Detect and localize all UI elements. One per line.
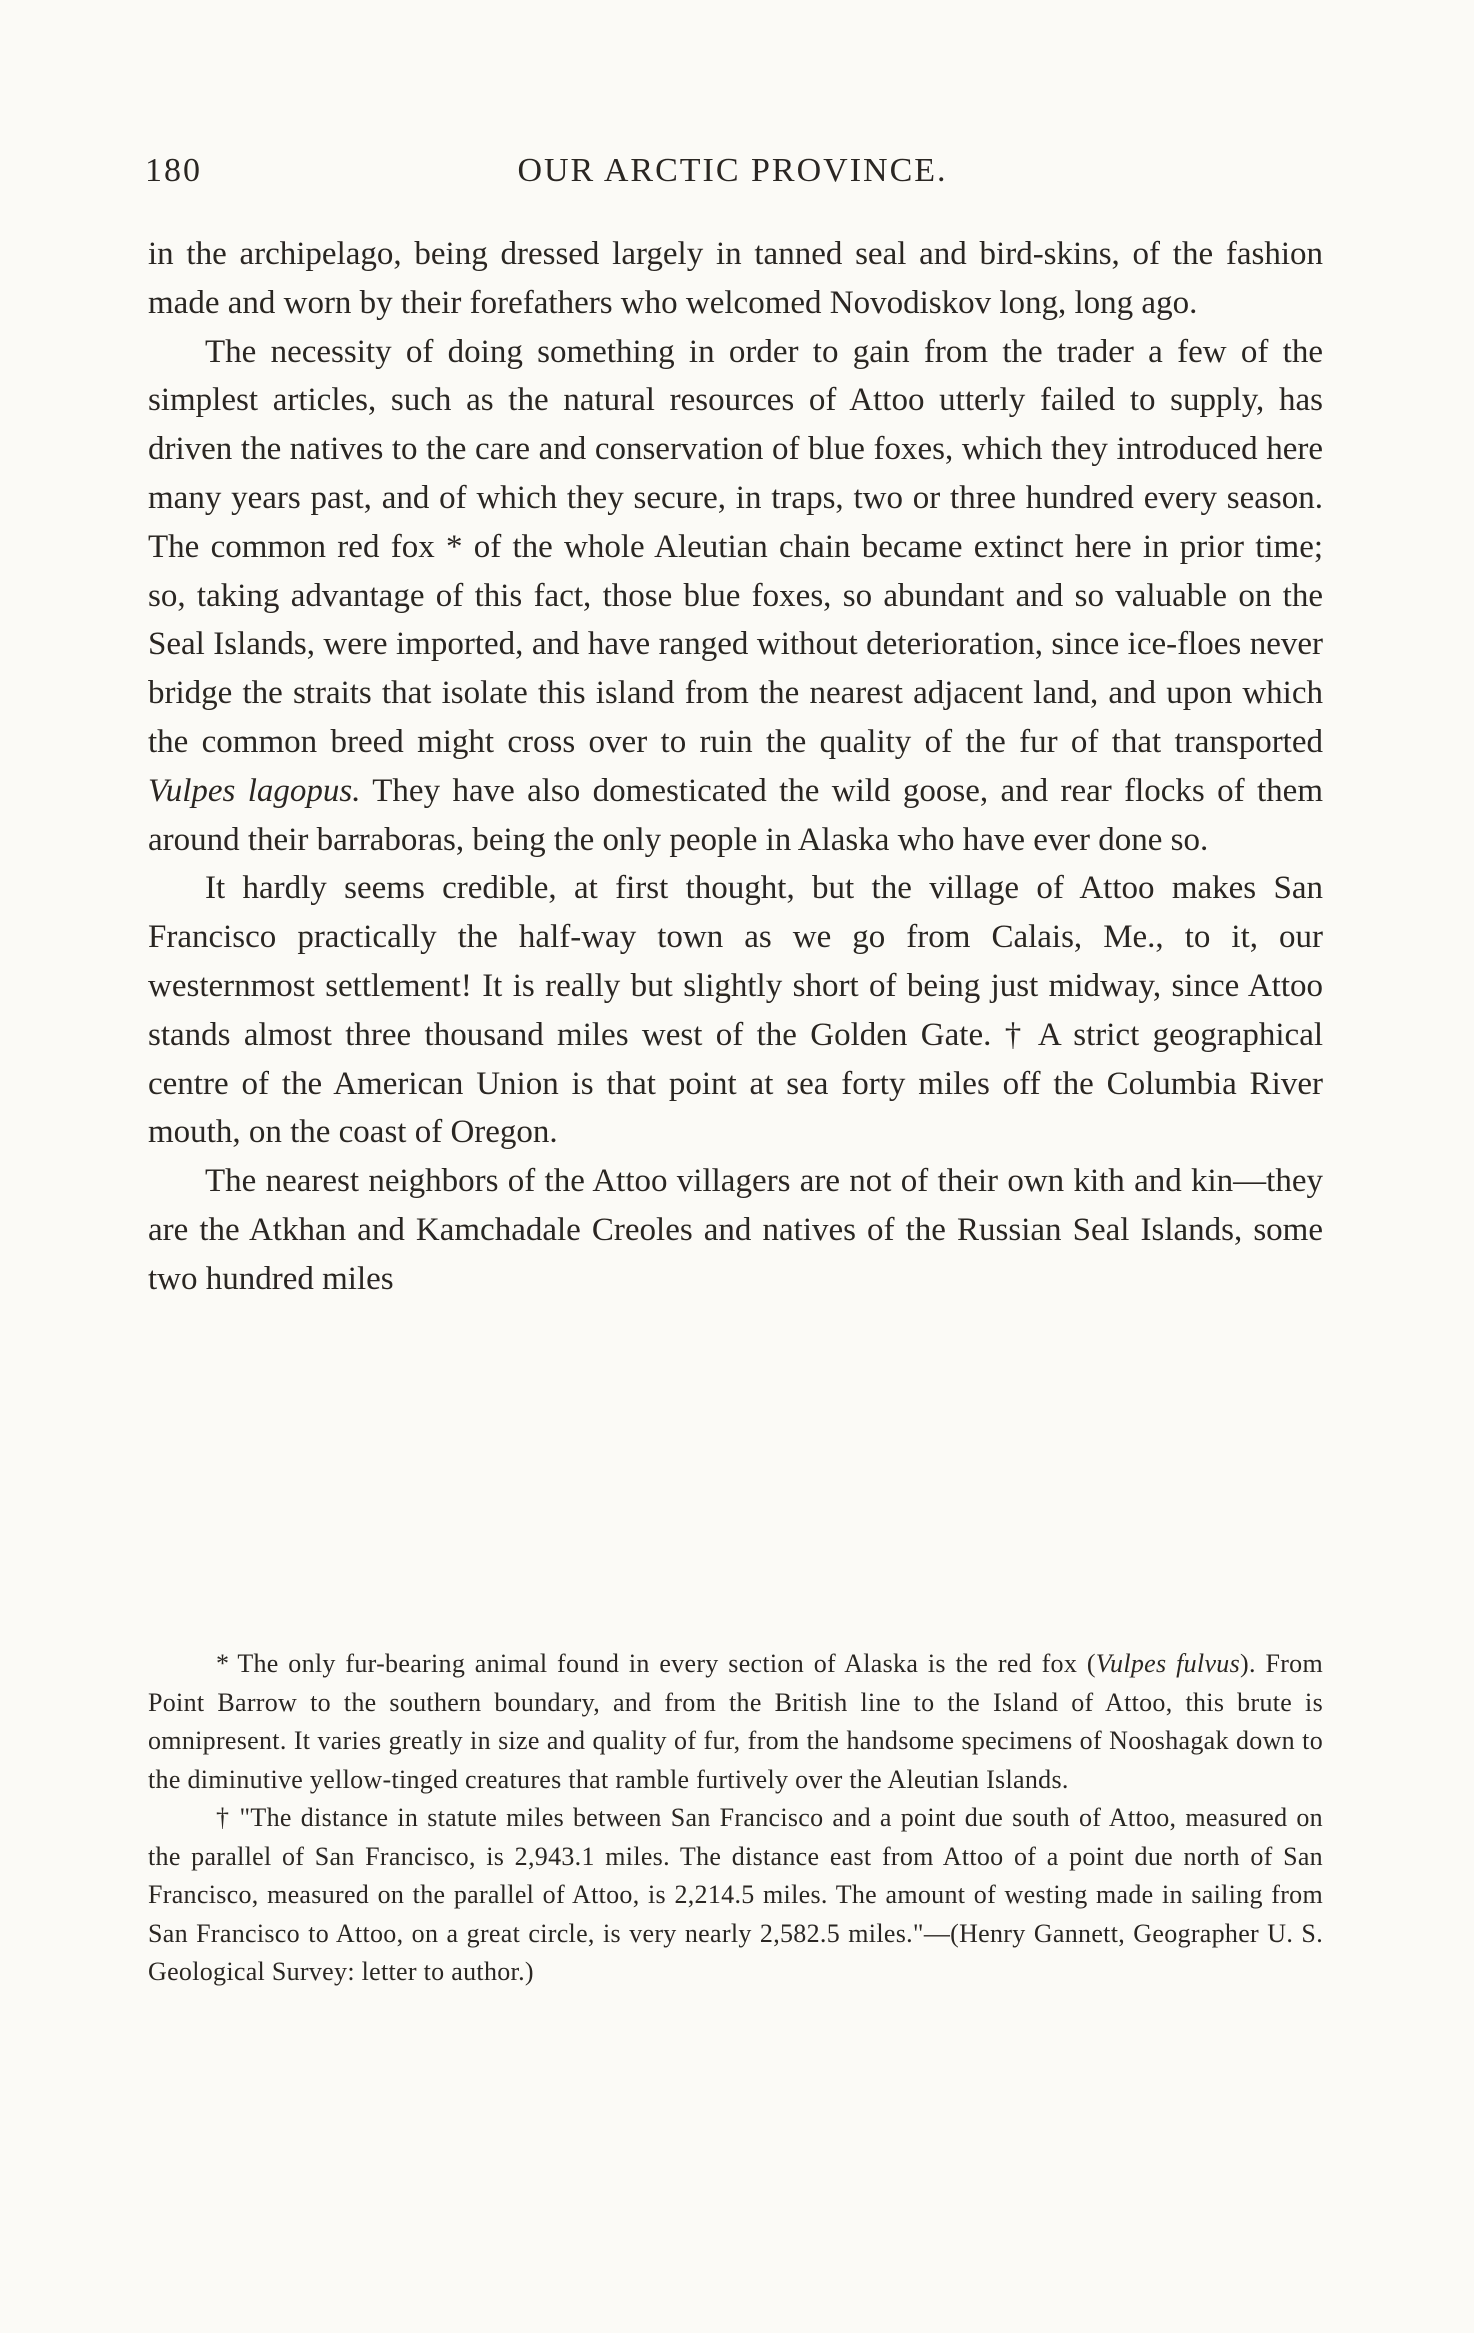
footnote-ref-dagger: †	[1004, 1016, 1027, 1053]
body-text	[148, 230, 1323, 1304]
paragraph-text: of the whole Aleutian chain became extinct here in prior time; so, taking advantage of this fact, those blue foxes, so abundant and so valuable on the Seal Islands, were imported, and have ranged without deterioration, since ice-floes never bridge the straits that isolate this island from the nearest adjacent land, and upon which the common breed might cross over to ruin the quality of the fur of that transported	[148, 528, 1324, 760]
paragraph-blue-foxes	[148, 328, 1323, 865]
paragraph-neighbors	[148, 1157, 1323, 1303]
paragraph-text: They have also domesticated the wild goose, and rear flocks of them around their barraboras, being the only people in Alaska who have ever done so.	[148, 772, 1323, 858]
footnote-mark: *	[216, 1649, 230, 1678]
footnote-text: ). From Point Barrow to the southern boundary, and from the British line to the Island of Attoo, this brute is omnipresent. It varies greatly in size and quality of fur, from the handsome specimens of Nooshagak down to the diminutive yellow-tinged creatures that ramble furtively over the Aleutian Islands.	[148, 1649, 1323, 1794]
paragraph-text: The necessity of doing something in order to gain from the trader a few of the simplest articles, such as the natural resources of Attoo utterly failed to supply, has driven the natives to the care and conservation of blue foxes, which they introduced here many years past, and of which they secure, in traps, two or three hundred every season. The common red fox	[148, 333, 1323, 565]
italic-species-name: Vulpes lagopus.	[148, 772, 361, 809]
paragraph-continued	[148, 230, 1323, 328]
footnote-ref-asterisk: *	[445, 528, 463, 565]
running-title: OUR ARCTIC PROVINCE.	[517, 152, 948, 189]
footnote-dagger	[148, 1799, 1323, 1992]
paragraph-text: It hardly seems credible, at first thought, but the village of Attoo makes San Francisco practically the half-way town as we go from Calais, Me., to it, our westernmost settlement! It is really but slightly short of being just midway, since Attoo stands almost three thousand miles west of the Golden Gate.	[148, 870, 1323, 1053]
footnote-mark: †	[216, 1803, 232, 1832]
footnote-text: The only fur-bearing animal found in every section of Alaska is the red fox (	[237, 1649, 1096, 1678]
page-number: 180	[145, 152, 202, 189]
footnote-text: "The distance in statute miles between San Francisco and a point due south of Attoo, measured on the parallel of San Francisco, is 2,943.1 miles. The distance east from Attoo of a point due north of San Francisco, measured on the parallel of Attoo, is 2,214.5 miles. The amount of westing made in sailing from San Francisco to Attoo, on a great circle, is very nearly 2,582.5 miles."—(Henry Gannett, Geographer U. S. Geological Survey: letter to author.)	[148, 1803, 1323, 1986]
paragraph-halfway-town	[148, 864, 1323, 1157]
paragraph-text: in the archipelago, being dressed largely in tanned seal and bird-skins, of the fashion made and worn by their forefathers who welcomed Novodiskov long, long ago.	[148, 236, 1323, 321]
running-head	[145, 152, 1320, 200]
footnote-asterisk	[148, 1645, 1323, 1799]
paragraph-text: The nearest neighbors of the Attoo villagers are not of their own kith and kin—they are the Atkhan and Kamchadale Creoles and natives of the Russian Seal Islands, some two hundred miles	[148, 1163, 1323, 1297]
italic-species-name: Vulpes fulvus	[1095, 1649, 1241, 1678]
paragraph-text: A strict geographical centre of the American Union is that point at sea forty miles off the Columbia River mouth, on the coast of Oregon.	[148, 1016, 1324, 1151]
footnotes	[148, 1645, 1323, 1992]
